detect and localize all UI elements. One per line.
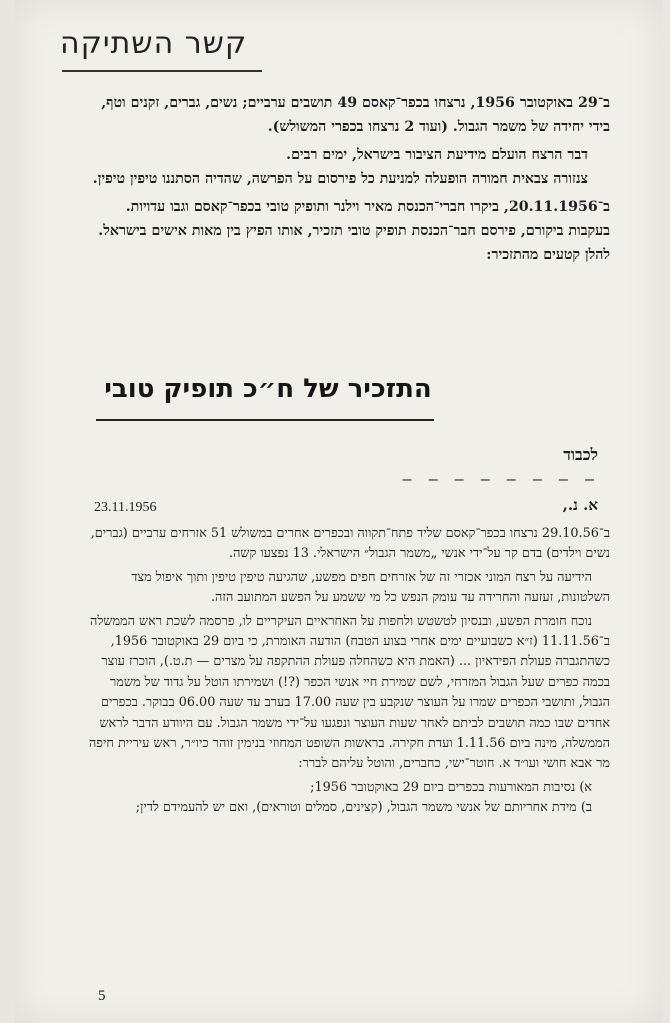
memo-paragraph-1: ב־29.10.56 נרצחו בכפר־קאסם שליד פתח־תקווה ובכפרים אחרים במשולש 51 אזרחים ערביים (גברים, נשים וילדים) בדם קר על־ידי אנשי „משמר הגבול״ הישראלי. 13 נפצעו קשה. <box>90 526 610 562</box>
memo-list-item-1: א) נסיבות המאורעות בכפרים ביום 29 באוקטובר 1956; <box>310 779 592 795</box>
memo-list-item-2: ב) מידת אחריותם של אנשי משמר הגבול, (קצינים, סמלים וטוראים), ואם יש להעמידם לדין; <box>135 800 592 816</box>
memo-recipient-blank: — — — — — — — — <box>402 470 598 488</box>
memo-addressee: א. נ., <box>562 496 598 514</box>
intro-text <box>82 92 610 267</box>
intro-paragraph-2: דבר הרצח הועלם מידיעת הציבור בישראל, ימים רבים. <box>286 147 588 164</box>
section-title: קשר השתיקה <box>60 26 248 61</box>
memo-date: 23.11.1956 <box>94 500 157 515</box>
page-number: 5 <box>98 988 106 1004</box>
memo-salutation: לכבוד <box>563 445 598 464</box>
memo-paragraph-3: נוכח חומרת הפשע, ובנסיון לטשטש ולחפות על האחראיים העיקריים לו, פרסמה לשכת ראש הממשלה ב־11.11.56 (ז״א כשבועיים ימים אחרי בצוע הטבח) הודעה האומרת, כי ביום 29 באוקטובר 1956, כשהתגברה פעולת הפידאיון ... (האמת היא כשהחלה פעולת ההתקפה על מצרים — ת.ט.), הוכרז עוצר בכמה כפרים שעל הגבול המזרחי, לשם שמירת חיי אנשי הכפר (?!) ושמירתו הוטל על גדוד של משמר הגבול, ותושבי הכפרים שמרו על העוצר שנקבע בין שעה 17.00 בערב עד שעה 06.00 בבוקר. בכפרים אחדים שבו כמה תושבים לביתם לאחר שעות העוצר ונפגעו על־ידי משמר הגבול. עם היוודע הדבר לראש הממשלה, מינה ביום 1.11.56 ועדת חקירה. בראשות השופט המחוזי בנימין זוהר כיו״ר, ראש עיריית חיפה מר אבא חושי ועו״ד א. חוטר־ישי, כחברים, והוטל עליהם לברר: <box>88 613 610 772</box>
intro-paragraph-1: ב־29 באוקטובר 1956, נרצחו בכפר־קאסם 49 תושבים ערביים; נשים, גברים, זקנים וטף, בידי יחידה של משמר הגבול. (ועוד 2 נרצחו בכפרי המשולש). <box>101 95 610 135</box>
memo-body <box>88 524 610 819</box>
intro-paragraph-4: ב־20.11.1956, ביקרו חברי־הכנסת מאיר וילנר ותופיק טובי בכפר־קאסם וגבו עדויות. בעקבות ביקורם, פירסם חבר־הכנסת תופיק טובי תזכיר, אותו הפיץ בין מאות אישים בישראל. להלן קטעים מהתזכיר: <box>98 199 610 263</box>
memo-title-underline <box>96 419 434 421</box>
intro-paragraph-3: צנזורה צבאית חמורה הופעלה למניעת כל פירסום על הפרשה, שהדיה הסתננו טיפין טיפין. <box>92 170 588 187</box>
memo-title: התזכיר של ח״כ תופיק טובי <box>104 374 432 404</box>
memo-paragraph-2: הידיעה על רצח המוני אכזרי זה של אזרחים חפים מפשע, שהגיעה טיפין טיפין ותוך איפול מצד השלטונות, זעזעה והחרידה עד עומק הנפש כל מי ששמע על הפשע המתועב הזה. <box>131 569 610 606</box>
section-title-underline <box>62 70 262 72</box>
